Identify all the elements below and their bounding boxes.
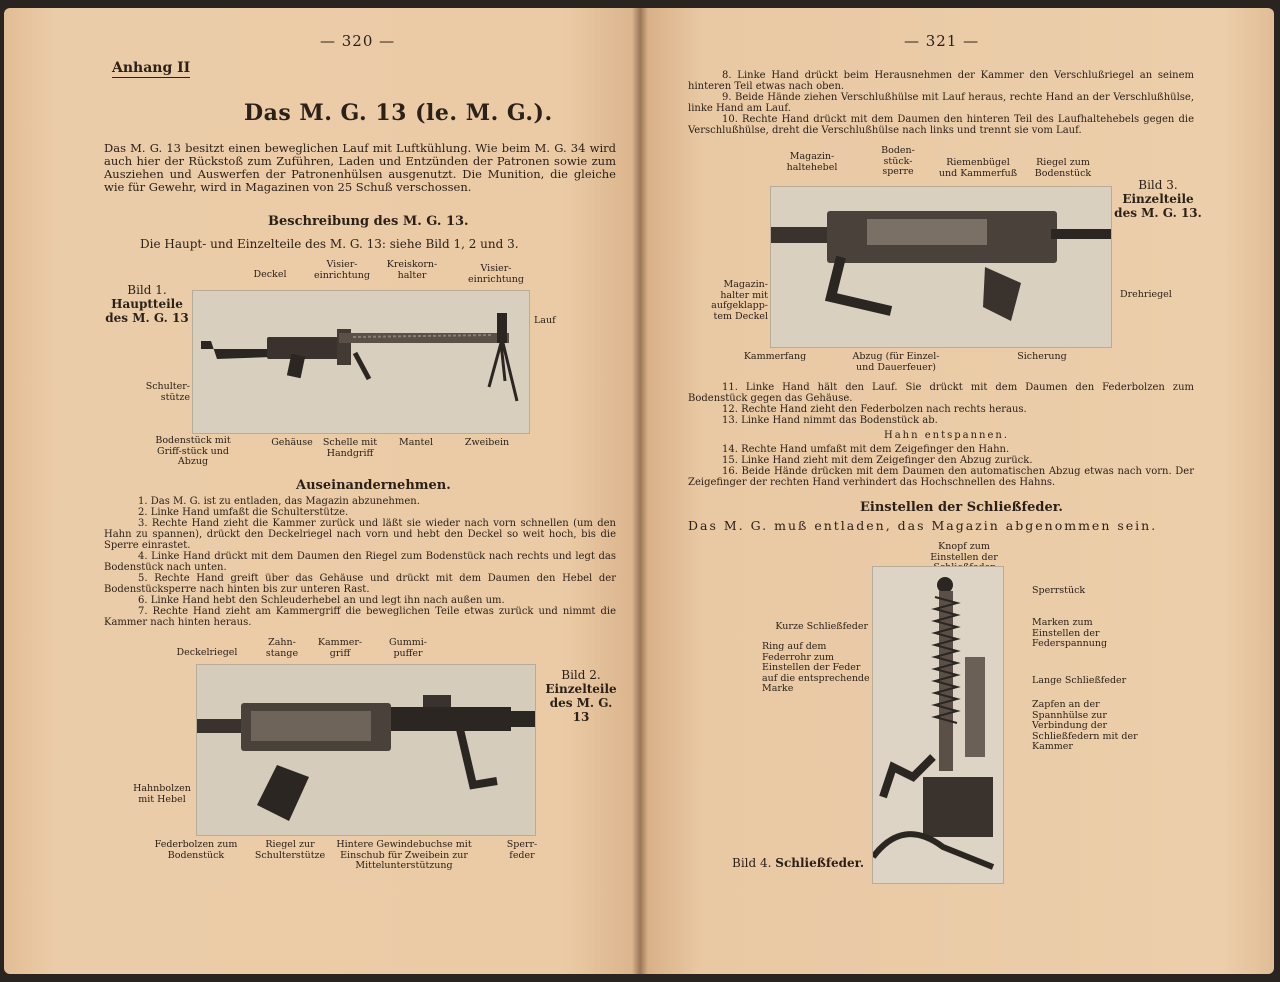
label-kammerfang: Kammerfang xyxy=(743,351,807,362)
label-drehriegel: Drehriegel xyxy=(1120,289,1172,300)
list-item: 5. Rechte Hand greift über das Gehäuse und drückt mit dem Daumen den Hebel der Bodenstücksperre nach hinten bis zur unteren Rast. xyxy=(104,573,616,595)
label-knopf: Knopf zum Einstellen der xyxy=(930,541,998,563)
figure2-photo xyxy=(196,664,536,836)
label-zweibein: Zweibein xyxy=(464,437,510,448)
hahn-heading: Hahn entspannen. xyxy=(884,430,1010,441)
label-gehaeuse: Gehäuse xyxy=(271,437,313,448)
label-gewinde: Hintere Gewindebuchse mit Einschub für Zweibein zur Mittelunterstützung xyxy=(336,839,472,871)
list-item: 15. Linke Hand zieht mit dem Zeigefinger den Abzug zurück. xyxy=(722,455,1033,466)
list-item: 9. Beide Hände ziehen Verschlußhülse mit Lauf heraus, rechte Hand an der Verschlußhülse, linke Hand am Lauf. xyxy=(688,92,1194,114)
label-bodenstueck: Bodenstück mit Griff-stück und Abzug xyxy=(155,435,231,467)
figure1-number: Bild 1. xyxy=(127,283,167,297)
figure4-photo xyxy=(872,566,1004,884)
label-lauf: Lauf xyxy=(534,315,556,326)
label-riemenbuegel: Riemenbügel und Kammerfuß xyxy=(938,157,1018,179)
disassembly-heading: Auseinandernehmen. xyxy=(296,478,451,493)
steps-hahn-list xyxy=(688,444,1194,488)
figure2-number: Bild 2. xyxy=(561,668,601,682)
description-subline: Die Haupt- und Einzelteile des M. G. 13: siehe Bild 1, 2 und 3. xyxy=(140,237,519,251)
mg13-rifle-icon xyxy=(193,291,529,433)
label-bodenstuecksperre: Boden-stück-sperre xyxy=(881,145,915,177)
description-heading: Beschreibung des M. G. 13. xyxy=(268,214,469,229)
label-zapfen: Zapfen an der Spannhülse zur Verbindung der Schließfedern mit der Kammer xyxy=(1032,699,1138,752)
label-magazinhaltehebel: Magazin-haltehebel xyxy=(786,151,838,173)
book-gutter xyxy=(632,8,648,974)
figure4-title: Schließfeder. xyxy=(775,856,865,870)
label-deckel: Deckel xyxy=(253,269,287,280)
label-lange: Lange Schließfeder xyxy=(1032,675,1127,686)
list-item: 13. Linke Hand nimmt das Bodenstück ab. xyxy=(722,415,938,426)
label-sicherung: Sicherung xyxy=(1017,351,1067,362)
figure3-caption xyxy=(1110,178,1206,220)
list-item: 12. Rechte Hand zieht den Federbolzen nach rechts heraus. xyxy=(722,404,1027,415)
list-item: 7. Rechte Hand zieht am Kammergriff die beweglichen Teile etwas zurück und nimmt die Kammer nach hinten heraus. xyxy=(104,606,616,628)
label-sperrfeder: Sperr-feder xyxy=(506,839,538,861)
label-magazinhalter: Magazin-halter mit aufgeklapp-tem Deckel xyxy=(711,279,768,322)
figure2-title: Einzelteile des M. G. 13 xyxy=(545,682,617,724)
label-schelle: Schelle mit Handgriff xyxy=(322,437,378,459)
disassembly-list xyxy=(104,496,616,628)
list-item: 8. Linke Hand drückt beim Herausnehmen der Kammer den Verschlußriegel an seinem hinteren Teil etwas nach oben. xyxy=(688,70,1194,92)
label-deckelriegel: Deckelriegel xyxy=(176,647,238,658)
label-kammergriff: Kammer-griff xyxy=(317,637,363,659)
mg13-parts-icon xyxy=(197,665,535,835)
list-item: 14. Rechte Hand umfaßt mit dem Zeigefinger den Hahn. xyxy=(722,444,1010,455)
spring-assembly-icon xyxy=(873,567,1003,883)
steps-top-list xyxy=(688,70,1194,136)
figure3-photo xyxy=(770,186,1112,348)
label-sperrstueck: Sperrstück xyxy=(1032,585,1086,596)
list-item: 10. Rechte Hand drückt mit dem Daumen den hinteren Teil des Laufhaltehebels gegen die Verschlußhülse, dreht die Verschlußhülse nach links und trennt sie vom Lauf. xyxy=(688,114,1194,136)
list-item: 6. Linke Hand hebt den Schleuderhebel an und legt ihn nach außen um. xyxy=(138,595,505,606)
figure1-photo xyxy=(192,290,530,434)
spring-heading: Einstellen der Schließfeder. xyxy=(860,500,1063,515)
mg13-receiver-icon xyxy=(771,187,1111,347)
label-schulter: Schulter-stütze xyxy=(145,381,190,403)
label-zahnstange: Zahn-stange xyxy=(265,637,299,659)
page-title: Das M. G. 13 (le. M. G.). xyxy=(244,100,553,126)
list-item: 4. Linke Hand drückt mit dem Daumen den Riegel zum Bodenstück nach rechts und legt das Bodenstück nach unten. xyxy=(104,551,616,573)
figure3-number: Bild 3. xyxy=(1138,178,1178,192)
label-hahnbolzen: Hahnbolzen mit Hebel xyxy=(133,783,191,805)
section-label: Anhang II xyxy=(112,60,191,76)
label-abzug: Abzug (für Einzel- und Dauerfeuer) xyxy=(852,351,940,373)
label-visier2: Visier-einrichtung xyxy=(468,263,524,285)
list-item: 3. Rechte Hand zieht die Kammer zurück und läßt sie wieder nach vorn schnellen (um den Hahn zu spannen), drückt den Deckelriegel nach vorn und hebt den Deckel so weit hoch, bis die Sperre einrastet. xyxy=(104,518,616,551)
label-ring: Ring auf dem Federrohr zum Einstellen der Feder auf die entsprechende Marke xyxy=(762,641,870,694)
label-mantel: Mantel xyxy=(399,437,433,448)
right-page xyxy=(640,8,1274,974)
list-item: 2. Linke Hand umfaßt die Schulterstütze. xyxy=(138,507,349,518)
label-riegel-boden: Riegel zum Bodenstück xyxy=(1034,157,1092,179)
list-item: 11. Linke Hand hält den Lauf. Sie drückt mit dem Daumen den Federbolzen zum Bodenstück gegen das Gehäuse. xyxy=(688,382,1194,404)
spring-note: Das M. G. muß entladen, das Magazin abgenommen sein. xyxy=(688,518,1158,533)
intro-paragraph: Das M. G. 13 besitzt einen beweglichen Lauf mit Luftkühlung. Wie beim M. G. 34 wird auch hier der Rückstoß zum Zuführen, Laden und Entzünden der Patronen sowie zum Ausziehen und Auswerfen der Patronenhülsen ausgenutzt. Die Munition, die gleiche wie für Gewehr, wird in Magazinen von 25 Schuß verschossen. xyxy=(104,141,616,194)
figure3-title: Einzelteile des M. G. 13. xyxy=(1114,192,1202,220)
figure1-title: Hauptteile des M. G. 13 xyxy=(105,297,189,325)
label-gummipuffer: Gummi-puffer xyxy=(389,637,427,659)
label-marken: Marken zum Einstellen der Federspannung xyxy=(1032,617,1108,649)
label-riegel: Riegel zur Schulterstütze xyxy=(254,839,326,861)
figure1-caption xyxy=(102,283,192,325)
label-federbolzen: Federbolzen zum Bodenstück xyxy=(154,839,238,861)
figure2-caption xyxy=(542,668,620,724)
list-item: 1. Das M. G. ist zu entladen, das Magazin abzunehmen. xyxy=(138,496,420,507)
list-item: 16. Beide Hände drücken mit dem Daumen den automatischen Abzug etwas nach vorn. Der Zeigefinger der rechten Hand verhindert das Hochschnellen des Hahns. xyxy=(688,466,1194,488)
figure4-caption xyxy=(732,856,864,870)
figure4-number: Bild 4. xyxy=(732,856,772,870)
left-page xyxy=(4,8,640,974)
page-number: — 320 — xyxy=(320,32,396,50)
label-visier1: Visier-einrichtung xyxy=(314,259,370,281)
steps-mid-list xyxy=(688,382,1194,426)
label-kurze: Kurze Schließfeder xyxy=(775,621,868,632)
label-kreiskorn: Kreiskorn-halter xyxy=(386,259,438,281)
page-number: — 321 — xyxy=(904,32,980,50)
